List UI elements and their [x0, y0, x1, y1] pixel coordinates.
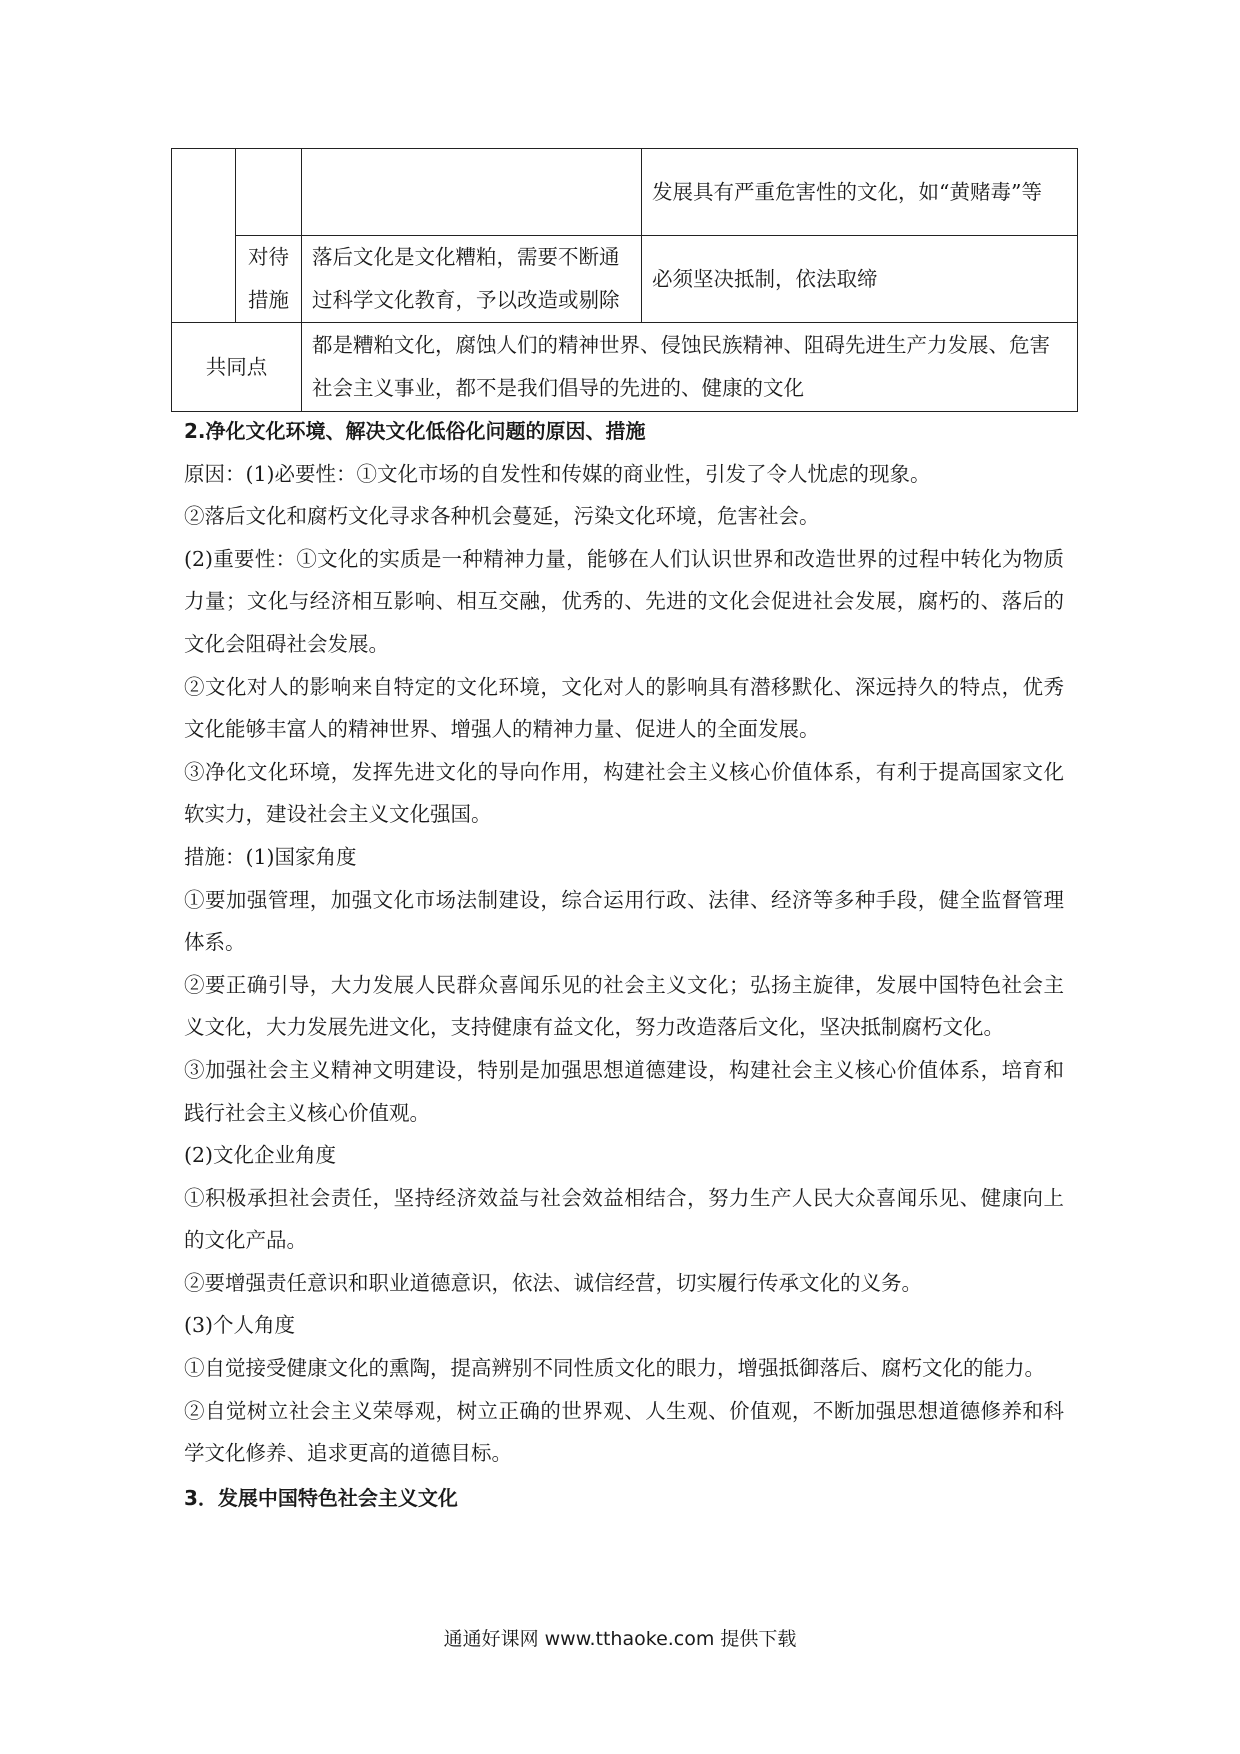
table-row [172, 323, 1078, 412]
table-cell-label-common: 共同点 [172, 323, 302, 412]
paragraph: ①要加强管理，加强文化市场法制建设，综合运用行政、法律、经济等多种手段，健全监督管理体系。 [184, 887, 1064, 955]
table-cell-empty [302, 149, 642, 236]
table-row [172, 236, 1078, 323]
section-heading: 3．发展中国特色社会主义文化 [184, 1485, 458, 1510]
paragraph: (2)重要性：①文化的实质是一种精神力量，能够在人们认识世界和改造世界的过程中转化为物质力量；文化与经济相互影响、相互交融，优秀的、先进的文化会促进社会发展，腐朽的、落后的文化会阻碍社会发展。 [184, 546, 1064, 656]
paragraph: ②自觉树立社会主义荣辱观，树立正确的世界观、人生观、价值观，不断加强思想道德修养和科学文化修养、追求更高的道德目标。 [184, 1398, 1064, 1466]
table-cell-empty [172, 149, 236, 323]
paragraph: ②要增强责任意识和职业道德意识，依法、诚信经营，切实履行传承文化的义务。 [184, 1270, 922, 1295]
table-cell-backward-culture-measures: 落后文化是文化糟粕，需要不断通过科学文化教育，予以改造或剔除 [302, 236, 642, 323]
paragraph: ②落后文化和腐朽文化寻求各种机会蔓延，污染文化环境，危害社会。 [184, 504, 820, 529]
section-heading: 2.净化文化环境、解决文化低俗化问题的原因、措施 [184, 419, 646, 443]
comparison-table [171, 148, 1078, 412]
paragraph: (3)个人角度 [184, 1313, 296, 1338]
table-cell-harm-example: 发展具有严重危害性的文化，如“黄赌毒”等 [642, 149, 1078, 236]
paragraph: ③加强社会主义精神文明建设，特别是加强思想道德建设，构建社会主义核心价值体系，培育和践行社会主义核心价值观。 [184, 1057, 1064, 1125]
paragraph: ①自觉接受健康文化的熏陶，提高辨别不同性质文化的眼力，增强抵御落后、腐朽文化的能力。 [184, 1356, 1045, 1381]
table-cell-common-points: 都是糟粕文化，腐蚀人们的精神世界、侵蚀民族精神、阻碍先进生产力发展、危害社会主义事业，都不是我们倡导的先进的、健康的文化 [302, 323, 1078, 412]
table-cell-decadent-culture-measures: 必须坚决抵制，依法取缔 [642, 236, 1078, 323]
paragraph: (2)文化企业角度 [184, 1143, 337, 1168]
paragraph: ②文化对人的影响来自特定的文化环境，文化对人的影响具有潜移默化、深远持久的特点，优秀文化能够丰富人的精神世界、增强人的精神力量、促进人的全面发展。 [184, 674, 1064, 742]
paragraph: ③净化文化环境，发挥先进文化的导向作用，构建社会主义核心价值体系，有利于提高国家文化软实力，建设社会主义文化强国。 [184, 759, 1064, 827]
body-text [184, 410, 1064, 1519]
paragraph: 措施：(1)国家角度 [184, 844, 357, 869]
table-row [172, 149, 1078, 236]
table-cell-label-measures: 对待措施 [236, 236, 302, 323]
paragraph: ①积极承担社会责任，坚持经济效益与社会效益相结合，努力生产人民大众喜闻乐见、健康向上的文化产品。 [184, 1185, 1064, 1253]
paragraph: ②要正确引导，大力发展人民群众喜闻乐见的社会主义文化；弘扬主旋律，发展中国特色社会主义文化，大力发展先进文化，支持健康有益文化，努力改造落后文化，坚决抵制腐朽文化。 [184, 972, 1064, 1040]
paragraph: 原因：(1)必要性：①文化市场的自发性和传媒的商业性，引发了令人忧虑的现象。 [184, 461, 931, 486]
table-cell-empty [236, 149, 302, 236]
page-footer: 通通好课网 www.tthaoke.com 提供下载 [443, 1628, 797, 1650]
